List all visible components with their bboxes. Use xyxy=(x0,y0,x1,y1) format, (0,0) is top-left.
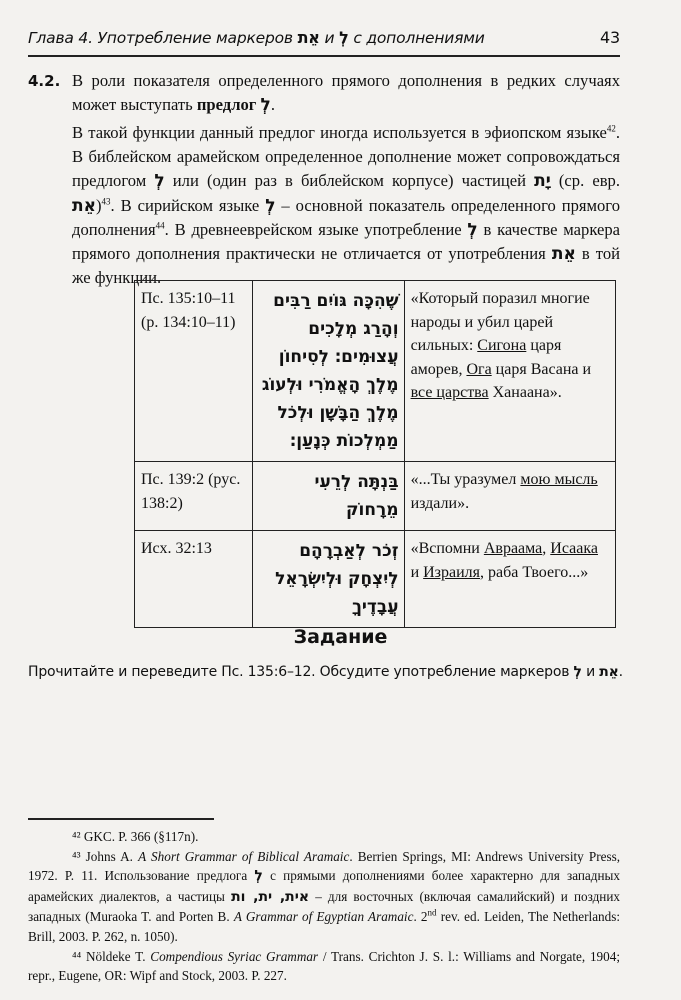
translation xyxy=(404,281,615,462)
footnote-42: ⁴² GKC. P. 366 (§117n). xyxy=(72,829,199,844)
task-text xyxy=(28,664,628,680)
fn44-author: ⁴⁴ Nöldeke T. xyxy=(72,948,146,964)
fn44-title: Compendious Syriac Grammar xyxy=(150,948,319,964)
hebrew-text xyxy=(252,531,404,628)
footnote-ref-43[interactable]: 43 xyxy=(101,196,111,207)
translation-object: Исаака xyxy=(550,540,598,557)
p2-text-g: – основной показатель определенного прямого дополнения xyxy=(72,195,620,239)
translation-text: «...Ты уразумел xyxy=(410,471,517,488)
section-number: 4.2. xyxy=(28,72,61,90)
hebrew-line: מֶלֶךְ הַבָּשָׁן וּלְכֹל xyxy=(277,403,399,423)
fn43-title-2: A Grammar of Egyptian Aramaic xyxy=(233,909,414,925)
p2-text-i: в качестве маркера прямого дополнения практически не отличается от употребления xyxy=(72,219,621,264)
hebrew-line: וְהָרַג מְלָכִים xyxy=(308,319,399,339)
hebrew-line: זְכֹר לְאַבְרָהָם xyxy=(299,541,399,561)
translation-object: Сигона xyxy=(477,337,527,354)
translation-object: Авраама xyxy=(483,540,543,557)
fn43-particles: אית, ית, ות xyxy=(231,888,310,905)
header-title xyxy=(28,28,485,47)
task-instruction: Прочитайте и переведите Пс. 135:6–12. Обсудите употребление маркеров xyxy=(28,664,570,680)
translation-text: «Который поразил многие народы и убил царей сильных: xyxy=(410,290,590,354)
header-title-text: Глава 4. Употребление маркеров xyxy=(28,29,293,47)
hebrew-line: מֶלֶךְ הָאֱמֹרִי וּלְעוֹג xyxy=(261,375,399,395)
fn43-text: . Berrien Springs, MI: Andrews University Press, 1972. P. 11. Использование предлога xyxy=(28,848,621,884)
footnote-43 xyxy=(28,847,620,947)
hebrew-text xyxy=(252,462,404,531)
translation-text: издали». xyxy=(410,494,470,512)
footnotes xyxy=(28,827,620,986)
p2-text-c: или (один раз в библейском корпусе) частицей xyxy=(172,171,526,191)
examples-table xyxy=(134,280,616,628)
section-paragraph-1: В роли показателя определенного прямого дополнения в редких случаях может выступать предлог לְ. xyxy=(72,71,620,116)
translation-text: царя аморев, xyxy=(410,337,562,378)
task-period: . xyxy=(618,664,623,680)
p2-hebrew-et-2: אֵת xyxy=(551,244,576,265)
verse-reference: Пс. 135:10–11 (р. 134:10–11) xyxy=(135,281,253,462)
p2-hebrew-et: אֵת xyxy=(72,195,96,216)
fn43-text-2: с прямыми дополнениями более характерно для западных арамейских диалектов, а частицы xyxy=(28,868,621,904)
translation-text: , раба Твоего...» xyxy=(480,563,589,581)
task-hebrew-lamed: לְ xyxy=(573,664,582,680)
p2-text-j: в той же функции. xyxy=(72,244,621,288)
page-number: 43 xyxy=(600,28,620,47)
fn43-title: A Short Grammar of Biblical Aramaic xyxy=(138,848,350,864)
footnote-ref-44[interactable]: 44 xyxy=(155,220,165,231)
translation xyxy=(404,531,615,628)
task-hebrew-et: אֵת xyxy=(599,664,619,680)
fn43-hebrew: לְ xyxy=(254,868,263,885)
hebrew-line: לְיִצְחָק וּלְיִשְׂרָאֵל xyxy=(275,569,399,589)
fn43-text-5: rev. ed. Leiden, The Netherlands: Brill, 2003. P. 262, n. 1050). xyxy=(28,909,621,944)
p1-text: В роли показателя определенного прямого дополнения в редких случаях может выступать xyxy=(72,71,620,115)
p2-hebrew-lamed-2: לְ xyxy=(265,195,276,216)
table-row xyxy=(135,462,616,531)
hebrew-line: בַּנְתָּה לְרֵעִי xyxy=(314,472,399,492)
translation-object: Израиля xyxy=(423,563,481,581)
footnote-divider xyxy=(28,818,214,820)
p2-text-h: . В древнееврейском языке употребление xyxy=(164,219,462,239)
footnote-ref-42[interactable]: 42 xyxy=(606,123,616,134)
running-header xyxy=(28,26,620,50)
task-and: и xyxy=(586,664,595,680)
task-heading: Задание xyxy=(293,626,388,648)
header-hebrew-lamed: לְ xyxy=(339,28,349,47)
section-paragraph-2 xyxy=(72,121,620,290)
header-title-end: с дополнениями xyxy=(353,29,485,47)
translation-text: и xyxy=(410,563,420,581)
translation-object: все царства xyxy=(410,384,489,401)
translation-text: «Вспомни xyxy=(410,540,480,557)
translation xyxy=(404,462,615,531)
translation-text: царя Васана и xyxy=(495,360,592,378)
verse-reference: Исх. 32:13 xyxy=(135,531,253,628)
p2-hebrew-lamed-3: לְ xyxy=(467,219,478,240)
hebrew-line: עֲבָדֶיךָ xyxy=(352,597,399,617)
hebrew-text xyxy=(252,281,404,462)
p1-bold: предлог xyxy=(196,95,257,115)
verse-reference: Пс. 139:2 (рус. 138:2) xyxy=(135,462,253,531)
translation-object: мою мысль xyxy=(520,471,598,488)
hebrew-line: מַמְלְכוֹת כְּנָעַן׃ xyxy=(289,431,399,451)
hebrew-line: עֲצוּמִים׃ לְסִיחוֹן xyxy=(278,347,399,367)
p2-text-f: . В сирийском языке xyxy=(110,195,260,215)
fn43-text-3: – для восточных (включая самалийский) и поздних западных (Muraoka T. and Porten B. xyxy=(28,888,621,925)
translation-text: Ханаана». xyxy=(492,384,562,401)
p2-hebrew-yat: יָת xyxy=(534,171,551,192)
header-rule xyxy=(28,55,620,57)
fn44-text: / Trans. Crichton J. S. l.: Williams and Norgate, 1904; repr., Eugene, OR: Wipf and Stock, 2003. P. 227. xyxy=(28,948,621,984)
p1-hebrew: לְ xyxy=(260,95,271,116)
p2-text-b: . В библейском арамейском определенное дополнение может сопровождаться предлогом xyxy=(72,123,620,191)
table-row xyxy=(135,281,616,462)
translation-text: , xyxy=(542,540,547,557)
fn43-text-4: . 2 xyxy=(413,909,428,925)
p2-text-e: ) xyxy=(96,195,102,215)
hebrew-line: שֶׁהִכָּה גּוֹיִם רַבִּים xyxy=(273,291,399,311)
hebrew-line: מֵרָחוֹק xyxy=(345,500,399,520)
fn43-author: ⁴³ Johns A. xyxy=(72,848,133,864)
fn43-ordinal: nd xyxy=(427,907,437,918)
p2-hebrew-lamed: לְ xyxy=(154,171,165,192)
footnote-44 xyxy=(28,947,620,986)
translation-object: Ога xyxy=(466,360,492,378)
p2-text-d: (ср. евр. xyxy=(558,171,620,191)
table-row xyxy=(135,531,616,628)
p2-text-a: В такой функции данный предлог иногда используется в эфиопском языке xyxy=(72,123,607,142)
header-hebrew-et: אֵת xyxy=(297,28,320,47)
header-and: и xyxy=(324,29,335,47)
